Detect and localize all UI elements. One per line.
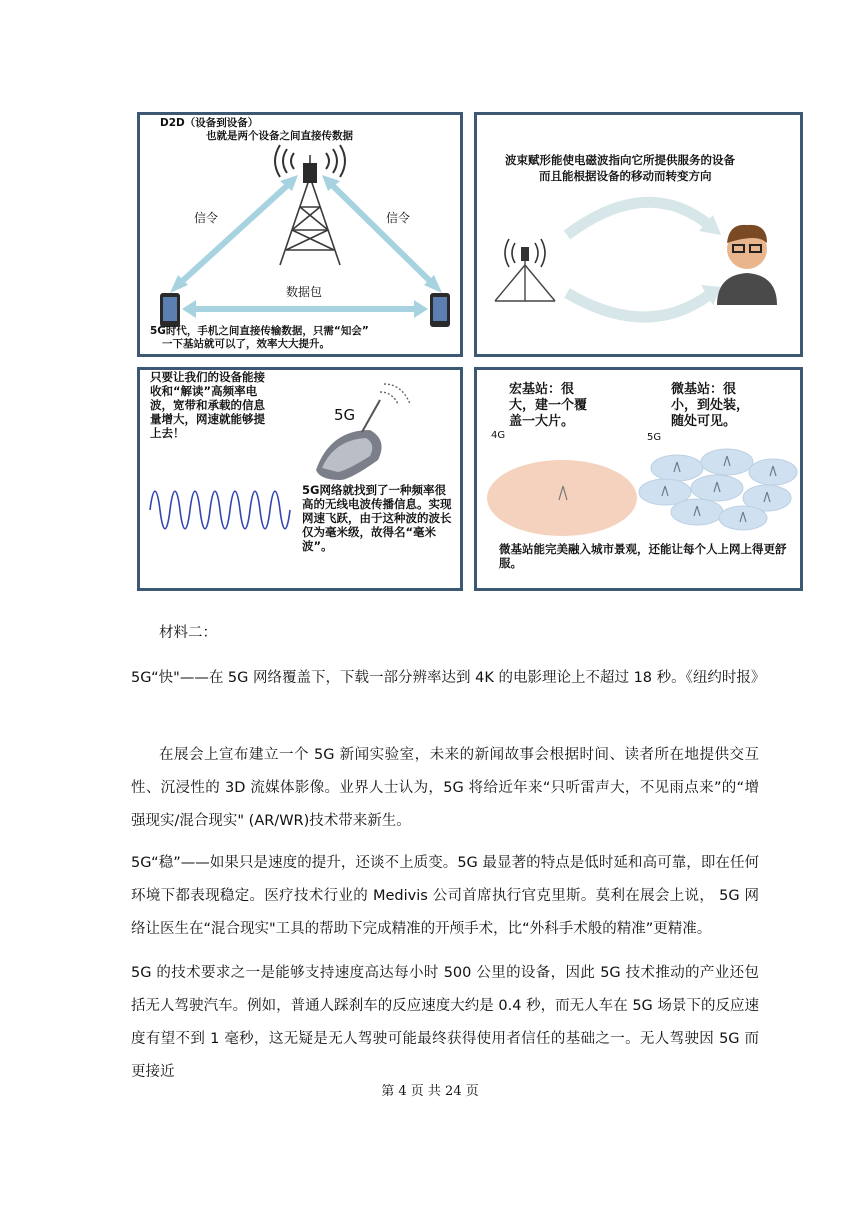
station-caption: 微基站能完美融入城市景观，还能让每个人上网上得更舒服。	[499, 542, 787, 571]
signal-label-right: 信令	[386, 211, 411, 225]
micro-station-text: 微基站：很小，到处装，随处可见。	[671, 382, 750, 429]
signal-arrow-right	[330, 183, 434, 285]
paragraph-1: 5G“快"——在 5G 网络覆盖下，下载一部分辨率达到 4K 的电影理论上不超过 18 秒。《纽约时报》	[131, 670, 766, 686]
beam-arrow-bottom	[567, 293, 709, 317]
user-avatar-icon	[717, 225, 777, 305]
5g-micro-cells	[639, 449, 797, 530]
macro-station-text: 宏基站：很大，建一个覆盖一大片。	[509, 382, 588, 429]
phone-icon-right	[430, 293, 450, 327]
beamforming-illustration	[477, 115, 800, 354]
d2d-title-line2: 也就是两个设备之间直接传数据	[206, 130, 353, 142]
label-4g: 4G	[491, 430, 506, 441]
paragraph-3: 5G“稳”——如果只是速度的提升，还谈不上质变。5G 最显著的特点是低时延和高可靠，即在任何环境下都表现稳定。医疗技术行业的 Medivis 公司首席执行官克里斯。莫利在展会上说， 5G 网络让医生在“混合现实"工具的帮助下完成精准的开颅手术，比“外科手术般的精准”更精准。	[131, 855, 759, 937]
paragraph-4: 5G 的技术要求之一是能够支持速度高达每小时 500 公里的设备，因此 5G 技术推动的产业还包括无人驾驶汽车。例如，普通人踩刹车的反应速度大约是 0.4 秒，而无人车在 5G 场景下的反应速度有望不到 1 毫秒，这无疑是无人驾驶可能最终获得使用者信任的基础之一。无人驾驶因 5G 而更接近	[131, 965, 759, 1080]
beamforming-panel	[474, 112, 803, 357]
base-station-panel	[474, 367, 803, 591]
phone-waves-icon	[316, 384, 410, 480]
mmwave-text-top: 只要让我们的设备能接收和“解读”高频率电波，宽带和承载的信息量增大，网速就能够提上去！	[150, 370, 265, 441]
d2d-illustration	[140, 115, 460, 354]
paragraph-2: 在展会上宣布建立一个 5G 新闻实验室，未来的新闻故事会根据时间、读者所在地提供交互性、沉浸性的 3D 流媒体影像。业界人士认为，5G 将给近年来“只听雷声大，不见雨点来”的“增强现实/混合现实" (AR/WR)技术带来新生。	[131, 747, 759, 829]
packet-label: 数据包	[286, 285, 323, 299]
phone-icon-left	[160, 293, 180, 327]
d2d-caption-line2: 一下基站就可以了，效率大大提升。	[162, 338, 330, 350]
base-station-icon	[495, 255, 555, 301]
beam-arrow-top	[567, 202, 709, 235]
signal-label-left: 信令	[194, 211, 219, 225]
beamforming-text-line2: 而且能根据设备的移动而转变方向	[539, 169, 712, 183]
beamforming-text-line1: 波束赋形能使电磁波指向它所提供服务的设备	[505, 153, 735, 167]
page-footer: 第 4 页 共 24 页	[381, 1084, 479, 1099]
d2d-title-line1: D2D（设备到设备）	[160, 117, 259, 129]
mmwave-text-bottom: 5G网络就找到了一种频率很高的无线电波传播信息。实现网速飞跃，由于这种波的波长仅为毫米级，故得名“毫米波”。	[302, 483, 452, 554]
section-heading: 材料二：	[159, 625, 217, 641]
signal-arrow-left	[178, 183, 290, 285]
high-frequency-wave	[150, 491, 290, 529]
mmwave-5g-label: 5G	[334, 406, 356, 424]
d2d-panel	[137, 112, 463, 357]
4g-coverage-area	[487, 460, 637, 536]
d2d-caption-line1: 5G时代，手机之间直接传输数据，只需“知会”	[150, 325, 369, 337]
label-5g: 5G	[647, 432, 662, 443]
mmwave-panel	[137, 367, 463, 591]
antenna-icon	[303, 163, 317, 183]
